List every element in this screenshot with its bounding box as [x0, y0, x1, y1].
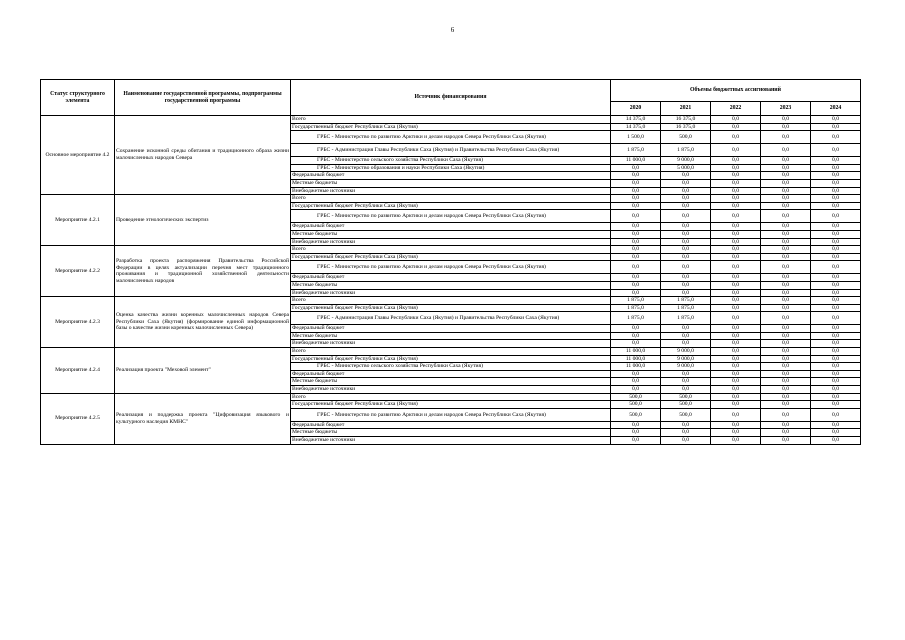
funding-source: ГРБС - Министерство по развитию Арктики и делам народов Севера Республики Саха (Якутия): [291, 408, 611, 421]
budget-value: 500,0: [661, 408, 711, 421]
budget-value: 0,0: [761, 348, 811, 356]
budget-value: 0,0: [761, 421, 811, 429]
budget-value: 0,0: [611, 238, 661, 246]
budget-value: 0,0: [711, 363, 761, 371]
table-body: [41, 116, 861, 445]
budget-value: 0,0: [611, 230, 661, 238]
budget-value: 0,0: [611, 164, 661, 172]
budget-value: 0,0: [811, 297, 861, 305]
budget-value: 0,0: [761, 238, 811, 246]
budget-value: 1 875,0: [611, 312, 661, 325]
budget-value: 0,0: [711, 230, 761, 238]
budget-value: 1 875,0: [611, 297, 661, 305]
budget-value: 0,0: [811, 195, 861, 203]
budget-value: 0,0: [661, 437, 711, 445]
budget-value: 0,0: [811, 429, 861, 437]
budget-value: 0,0: [711, 378, 761, 386]
budget-value: 0,0: [811, 332, 861, 340]
budget-value: 0,0: [761, 274, 811, 282]
budget-value: 0,0: [611, 386, 661, 394]
budget-value: 0,0: [661, 238, 711, 246]
budget-value: 0,0: [811, 223, 861, 231]
budget-value: 0,0: [711, 238, 761, 246]
program-name: Оценка качества жизни коренных малочисленных народов Севера Республики Саха (Якутия) (формирование единой информационной базы о качестве жизни коренных малочисленных Севера): [115, 297, 291, 348]
funding-source: Федеральный бюджет: [291, 421, 611, 429]
budget-value: 1 875,0: [611, 144, 661, 157]
table-row: [41, 116, 861, 124]
table-row: [41, 348, 861, 356]
budget-value: 0,0: [711, 187, 761, 195]
budget-value: 1 500,0: [611, 131, 661, 144]
budget-value: 0,0: [661, 332, 711, 340]
budget-value: 0,0: [611, 202, 661, 210]
budget-table: [40, 79, 861, 445]
budget-value: 0,0: [811, 274, 861, 282]
budget-value: 0,0: [711, 164, 761, 172]
budget-value: 0,0: [811, 261, 861, 274]
funding-source: Государственный бюджет Республики Саха (Якутия): [291, 202, 611, 210]
budget-value: 0,0: [661, 421, 711, 429]
budget-value: 0,0: [811, 246, 861, 254]
budget-value: 0,0: [761, 393, 811, 401]
budget-value: 0,0: [711, 304, 761, 312]
program-name: Сохранение исконной среды обитания и традиционного образа жизни малочисленных народов Севера: [115, 116, 291, 195]
budget-value: 0,0: [711, 437, 761, 445]
budget-value: 0,0: [611, 253, 661, 261]
budget-value: 0,0: [811, 164, 861, 172]
budget-value: 0,0: [811, 348, 861, 356]
budget-value: 0,0: [761, 123, 811, 131]
budget-value: 0,0: [761, 363, 811, 371]
budget-value: 0,0: [811, 281, 861, 289]
budget-value: 0,0: [811, 312, 861, 325]
budget-value: 1 875,0: [661, 312, 711, 325]
budget-value: 0,0: [761, 401, 811, 409]
budget-value: 0,0: [711, 123, 761, 131]
budget-value: 0,0: [811, 304, 861, 312]
funding-source: Местные бюджеты: [291, 281, 611, 289]
budget-value: 0,0: [711, 202, 761, 210]
budget-value: 0,0: [661, 202, 711, 210]
budget-value: 11 000,0: [611, 348, 661, 356]
budget-value: 0,0: [611, 223, 661, 231]
budget-value: 0,0: [661, 223, 711, 231]
funding-source: Местные бюджеты: [291, 332, 611, 340]
budget-value: 0,0: [761, 131, 811, 144]
funding-source: Государственный бюджет Республики Саха (Якутия): [291, 401, 611, 409]
budget-value: 0,0: [711, 370, 761, 378]
budget-value: 0,0: [711, 297, 761, 305]
budget-value: 0,0: [761, 437, 811, 445]
funding-source: Внебюджетные источники: [291, 386, 611, 394]
structural-element-status: Мероприятие 4.2.1: [41, 195, 115, 246]
budget-value: 0,0: [811, 116, 861, 124]
budget-value: 0,0: [761, 202, 811, 210]
budget-value: 0,0: [661, 429, 711, 437]
budget-value: 0,0: [711, 274, 761, 282]
funding-source: ГРБС - Министерство по развитию Арктики и делам народов Севера Республики Саха (Якутия): [291, 210, 611, 223]
budget-value: 0,0: [811, 437, 861, 445]
budget-value: 0,0: [611, 437, 661, 445]
funding-source: Всего: [291, 348, 611, 356]
program-name: Реализация и поддержка проекта "Цифровизация языкового и культурного наследия КМНС": [115, 393, 291, 444]
budget-value: 0,0: [761, 370, 811, 378]
budget-value: 0,0: [711, 386, 761, 394]
budget-value: 0,0: [711, 253, 761, 261]
budget-value: 14 375,0: [611, 116, 661, 124]
budget-value: 0,0: [761, 246, 811, 254]
budget-value: 0,0: [711, 401, 761, 409]
budget-value: 0,0: [661, 289, 711, 297]
budget-value: 0,0: [761, 179, 811, 187]
budget-value: 0,0: [611, 340, 661, 348]
budget-value: 0,0: [811, 393, 861, 401]
funding-source: Государственный бюджет Республики Саха (Якутия): [291, 355, 611, 363]
header-budget: Объемы бюджетных ассигнований: [611, 80, 861, 102]
budget-value: 0,0: [811, 289, 861, 297]
budget-value: 11 000,0: [611, 355, 661, 363]
funding-source: Местные бюджеты: [291, 230, 611, 238]
budget-value: 0,0: [611, 274, 661, 282]
budget-value: 5 000,0: [661, 164, 711, 172]
header-year: 2023: [761, 102, 811, 116]
budget-value: 0,0: [761, 144, 811, 157]
funding-source: Федеральный бюджет: [291, 223, 611, 231]
budget-value: 9 000,0: [661, 355, 711, 363]
budget-value: 0,0: [661, 172, 711, 180]
budget-value: 0,0: [761, 297, 811, 305]
budget-value: 0,0: [711, 429, 761, 437]
budget-value: 0,0: [761, 157, 811, 165]
budget-value: 0,0: [811, 340, 861, 348]
funding-source: Всего: [291, 297, 611, 305]
budget-value: 0,0: [811, 370, 861, 378]
structural-element-status: Мероприятие 4.2.5: [41, 393, 115, 444]
budget-value: 0,0: [711, 340, 761, 348]
header-name: Наименование государственной программы, подпрограммы государственной программы: [115, 80, 291, 116]
budget-value: 0,0: [611, 429, 661, 437]
funding-source: Федеральный бюджет: [291, 172, 611, 180]
budget-value: 0,0: [711, 332, 761, 340]
budget-value: 0,0: [711, 261, 761, 274]
budget-value: 0,0: [711, 246, 761, 254]
budget-value: 16 375,0: [661, 116, 711, 124]
budget-value: 500,0: [661, 401, 711, 409]
funding-source: Местные бюджеты: [291, 378, 611, 386]
budget-value: 0,0: [811, 157, 861, 165]
header-year: 2021: [661, 102, 711, 116]
budget-value: 0,0: [611, 210, 661, 223]
budget-value: 0,0: [811, 355, 861, 363]
budget-value: 0,0: [761, 378, 811, 386]
budget-value: 0,0: [811, 378, 861, 386]
budget-value: 0,0: [661, 253, 711, 261]
budget-value: 0,0: [611, 187, 661, 195]
budget-value: 0,0: [811, 401, 861, 409]
budget-value: 0,0: [661, 340, 711, 348]
budget-value: 0,0: [811, 131, 861, 144]
funding-source: Внебюджетные источники: [291, 437, 611, 445]
budget-value: 0,0: [811, 144, 861, 157]
budget-value: 0,0: [711, 281, 761, 289]
budget-value: 0,0: [711, 179, 761, 187]
budget-value: 0,0: [711, 172, 761, 180]
budget-value: 0,0: [811, 179, 861, 187]
budget-value: 0,0: [811, 325, 861, 333]
budget-value: 0,0: [711, 223, 761, 231]
budget-value: 0,0: [811, 172, 861, 180]
budget-value: 0,0: [811, 386, 861, 394]
budget-value: 0,0: [761, 340, 811, 348]
budget-value: 0,0: [711, 408, 761, 421]
funding-source: Всего: [291, 116, 611, 124]
budget-value: 1 875,0: [661, 144, 711, 157]
funding-source: Внебюджетные источники: [291, 187, 611, 195]
budget-value: 1 875,0: [661, 304, 711, 312]
funding-source: Всего: [291, 246, 611, 254]
budget-value: 1 875,0: [611, 304, 661, 312]
budget-value: 0,0: [611, 172, 661, 180]
budget-value: 0,0: [711, 325, 761, 333]
budget-value: 0,0: [811, 408, 861, 421]
funding-source: Федеральный бюджет: [291, 370, 611, 378]
budget-value: 0,0: [761, 289, 811, 297]
budget-value: 0,0: [661, 386, 711, 394]
funding-source: ГРБС - Администрация Главы Республики Саха (Якутия) и Правительства Республики Саха (Якутия): [291, 312, 611, 325]
table-row: [41, 393, 861, 401]
funding-source: Государственный бюджет Республики Саха (Якутия): [291, 304, 611, 312]
page-number: 6: [450, 26, 455, 34]
budget-value: 0,0: [611, 179, 661, 187]
program-name: Разработка проекта распоряжения Правительства Российской Федерации в целях актуализации перечня мест традиционного проживания и традиционной хозяйственной деятельности малочисленных народов: [115, 246, 291, 297]
budget-value: 0,0: [811, 421, 861, 429]
header-year: 2020: [611, 102, 661, 116]
budget-value: 0,0: [761, 429, 811, 437]
funding-source: Внебюджетные источники: [291, 340, 611, 348]
budget-value: 0,0: [711, 421, 761, 429]
table-row: [41, 195, 861, 203]
budget-value: 0,0: [761, 281, 811, 289]
budget-value: 0,0: [711, 195, 761, 203]
budget-value: 0,0: [611, 332, 661, 340]
table-row: [41, 297, 861, 305]
budget-value: 0,0: [811, 210, 861, 223]
budget-value: 0,0: [711, 393, 761, 401]
budget-value: 11 000,0: [611, 363, 661, 371]
budget-value: 0,0: [661, 230, 711, 238]
budget-value: 0,0: [761, 116, 811, 124]
program-name: Проведение этнологических экспертиз: [115, 195, 291, 246]
budget-value: 0,0: [661, 325, 711, 333]
budget-value: 0,0: [811, 187, 861, 195]
budget-value: 500,0: [611, 401, 661, 409]
budget-value: 0,0: [761, 355, 811, 363]
structural-element-status: Мероприятие 4.2.3: [41, 297, 115, 348]
budget-value: 0,0: [661, 274, 711, 282]
funding-source: Местные бюджеты: [291, 179, 611, 187]
budget-value: 16 375,0: [661, 123, 711, 131]
budget-value: 0,0: [811, 253, 861, 261]
budget-value: 500,0: [661, 393, 711, 401]
budget-value: 0,0: [711, 210, 761, 223]
budget-value: 9 000,0: [661, 157, 711, 165]
budget-value: 0,0: [761, 195, 811, 203]
budget-value: 9 000,0: [661, 363, 711, 371]
funding-source: Федеральный бюджет: [291, 274, 611, 282]
funding-source: Всего: [291, 195, 611, 203]
budget-value: 0,0: [761, 230, 811, 238]
structural-element-status: Основное мероприятие 4.2: [41, 116, 115, 195]
budget-value: 0,0: [711, 355, 761, 363]
structural-element-status: Мероприятие 4.2.4: [41, 348, 115, 394]
funding-source: ГРБС - Администрация Главы Республики Саха (Якутия) и Правительства Республики Саха (Якутия): [291, 144, 611, 157]
header-year: 2022: [711, 102, 761, 116]
budget-value: 500,0: [611, 408, 661, 421]
budget-value: 500,0: [611, 393, 661, 401]
budget-value: 0,0: [811, 202, 861, 210]
budget-value: 0,0: [611, 325, 661, 333]
budget-value: 500,0: [661, 131, 711, 144]
funding-source: Государственный бюджет Республики Саха (Якутия): [291, 123, 611, 131]
budget-value: 11 000,0: [611, 157, 661, 165]
budget-value: 0,0: [811, 238, 861, 246]
funding-source: ГРБС - Министерство образования и науки Республики Саха (Якутия): [291, 164, 611, 172]
funding-source: ГРБС - Министерство по развитию Арктики и делам народов Севера Республики Саха (Якутия): [291, 261, 611, 274]
structural-element-status: Мероприятие 4.2.2: [41, 246, 115, 297]
budget-value: 0,0: [761, 172, 811, 180]
header-status: Статус структурного элемента: [41, 80, 115, 116]
budget-value: 0,0: [661, 281, 711, 289]
budget-value: 0,0: [811, 230, 861, 238]
budget-value: 0,0: [711, 312, 761, 325]
budget-value: 0,0: [811, 123, 861, 131]
budget-value: 0,0: [661, 195, 711, 203]
budget-value: 0,0: [761, 304, 811, 312]
budget-value: 0,0: [711, 348, 761, 356]
funding-source: Федеральный бюджет: [291, 325, 611, 333]
budget-value: 0,0: [761, 187, 811, 195]
table-row: [41, 246, 861, 254]
budget-value: 0,0: [711, 157, 761, 165]
header-year: 2024: [811, 102, 861, 116]
funding-source: ГРБС - Министерство по развитию Арктики и делам народов Севера Республики Саха (Якутия): [291, 131, 611, 144]
budget-value: 0,0: [611, 261, 661, 274]
budget-value: 0,0: [661, 261, 711, 274]
funding-source: ГРБС - Министерство сельского хозяйства Республики Саха (Якутия): [291, 157, 611, 165]
budget-value: 0,0: [661, 378, 711, 386]
funding-source: Всего: [291, 393, 611, 401]
funding-source: ГРБС - Министерство сельского хозяйства Республики Саха (Якутия): [291, 363, 611, 371]
budget-value: 0,0: [761, 210, 811, 223]
budget-value: 0,0: [661, 210, 711, 223]
budget-value: 0,0: [761, 164, 811, 172]
budget-value: 0,0: [761, 223, 811, 231]
funding-source: Внебюджетные источники: [291, 238, 611, 246]
budget-value: 9 000,0: [661, 348, 711, 356]
budget-value: 0,0: [711, 289, 761, 297]
funding-source: Местные бюджеты: [291, 429, 611, 437]
budget-value: 0,0: [611, 281, 661, 289]
budget-value: 1 875,0: [661, 297, 711, 305]
funding-source: Внебюджетные источники: [291, 289, 611, 297]
budget-value: 0,0: [611, 421, 661, 429]
program-name: Реализация проекта "Меховой элемент": [115, 348, 291, 394]
budget-value: 0,0: [761, 386, 811, 394]
header-source: Источник финансирования: [291, 80, 611, 116]
budget-value: 0,0: [661, 246, 711, 254]
budget-value: 0,0: [611, 370, 661, 378]
budget-value: 0,0: [761, 332, 811, 340]
budget-value: 0,0: [761, 408, 811, 421]
budget-value: 0,0: [761, 253, 811, 261]
budget-value: 0,0: [761, 312, 811, 325]
budget-value: 0,0: [711, 131, 761, 144]
budget-value: 0,0: [761, 325, 811, 333]
budget-value: 0,0: [811, 363, 861, 371]
budget-value: 0,0: [611, 378, 661, 386]
budget-value: 0,0: [611, 289, 661, 297]
budget-value: 0,0: [711, 144, 761, 157]
budget-value: 0,0: [611, 195, 661, 203]
budget-value: 0,0: [611, 246, 661, 254]
budget-value: 0,0: [661, 187, 711, 195]
budget-value: 0,0: [711, 116, 761, 124]
funding-source: Государственный бюджет Республики Саха (Якутия): [291, 253, 611, 261]
budget-value: 0,0: [761, 261, 811, 274]
budget-value: 0,0: [661, 370, 711, 378]
budget-value: 14 375,0: [611, 123, 661, 131]
budget-value: 0,0: [661, 179, 711, 187]
